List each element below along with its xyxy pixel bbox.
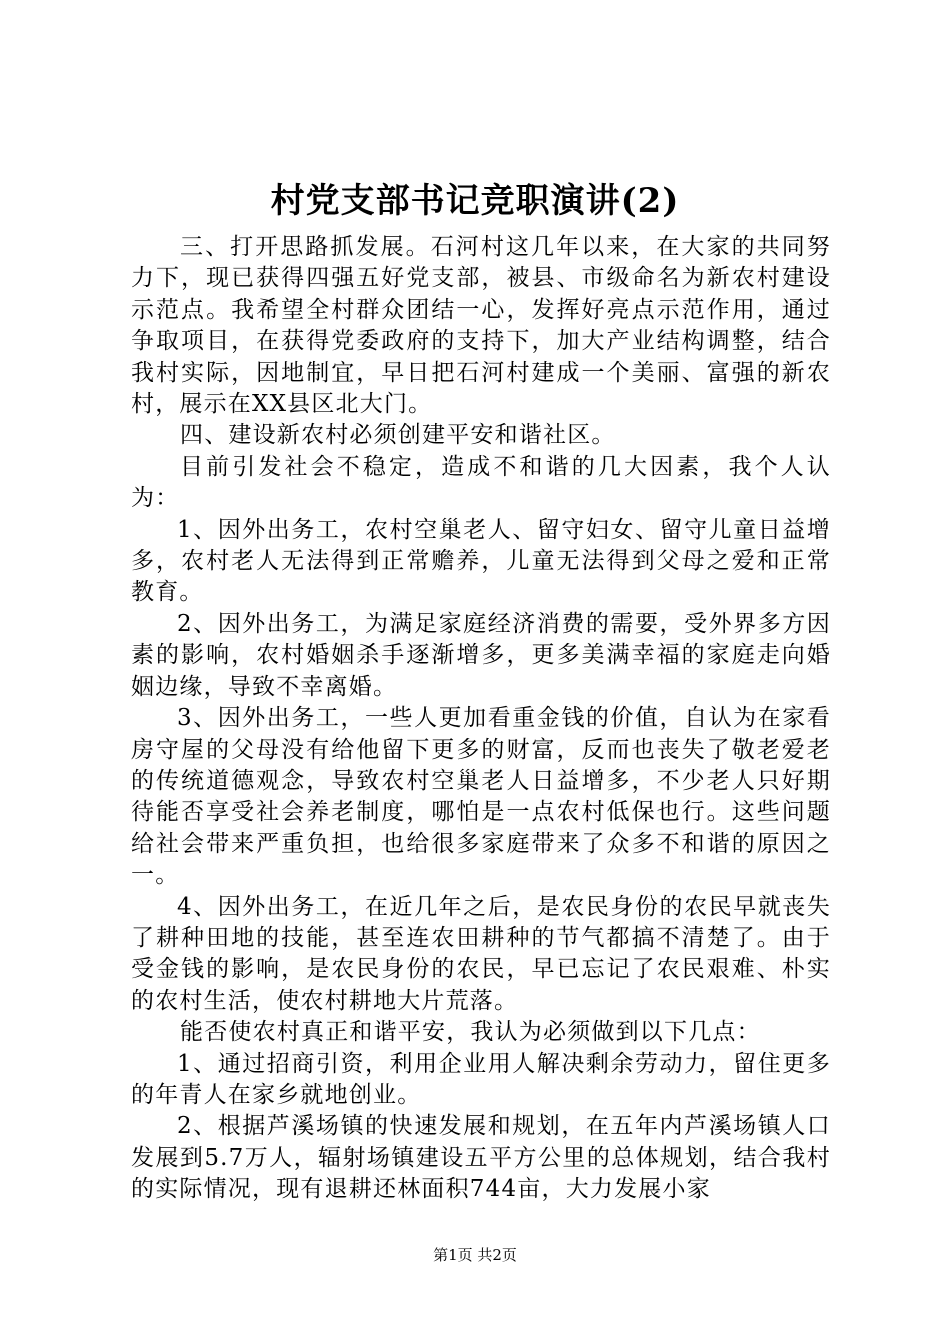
paragraph-7: 4、因外出务工，在近几年之后，是农民身份的农民早就丧失了耕种田地的技能，甚至连农田耕种的节气都搞不清楚了。由于受金钱的影响，是农民身份的农民，早已忘记了农民艰难、朴实的农村生活，使农村耕地大片荒落。 [131, 893, 831, 1014]
paragraph-4: 1、因外出务工，农村空巢老人、留守妇女、留守儿童日益增多，农村老人无法得到正常赡养，儿童无法得到父母之爱和正常教育。 [131, 516, 831, 606]
paragraph-3: 目前引发社会不稳定，造成不和谐的几大因素，我个人认为： [131, 453, 831, 512]
paragraph-9: 1、通过招商引资，利用企业用人解决剩余劳动力，留住更多的年青人在家乡就地创业。 [131, 1050, 831, 1108]
paragraph-10: 2、根据芦溪场镇的快速发展和规划，在五年内芦溪场镇人口发展到5.7万人，辐射场镇建设五平方公里的总体规划，结合我村的实际情况，现有退耕还林面积744亩，大力发展小家 [131, 1113, 831, 1203]
document-body [131, 232, 831, 1206]
paragraph-1: 三、打开思路抓发展。石河村这几年以来，在大家的共同努力下，现已获得四强五好党支部，被县、市级命名为新农村建设示范点。我希望全村群众团结一心，发挥好亮点示范作用，通过争取项目，在获得党委政府的支持下，加大产业结构调整，结合我村实际，因地制宜，早日把石河村建成一个美丽、富强的新农村，展示在XX县区北大门。 [131, 234, 831, 418]
page-footer: 第1页 共2页 [433, 1246, 517, 1264]
paragraph-8: 能否使农村真正和谐平安，我认为必须做到以下几点： [180, 1019, 761, 1046]
paragraph-2: 四、建设新农村必须创建平安和谐社区。 [180, 422, 616, 449]
paragraph-6: 3、因外出务工，一些人更加看重金钱的价值，自认为在家看房守屋的父母没有给他留下更多的财富，反而也丧失了敬老爱老的传统道德观念，导致农村空巢老人日益增多，不少老人只好期待能否享受社会养老制度，哪怕是一点农村低保也行。这些问题给社会带来严重负担，也给很多家庭带来了众多不和谐的原因之一。 [131, 705, 831, 889]
page-title: 村党支部书记竞职演讲(2) [270, 181, 680, 221]
paragraph-5: 2、因外出务工，为满足家庭经济消费的需要，受外界多方因素的影响，农村婚姻杀手逐渐增多，更多美满幸福的家庭走向婚姻边缘，导致不幸离婚。 [131, 610, 831, 700]
